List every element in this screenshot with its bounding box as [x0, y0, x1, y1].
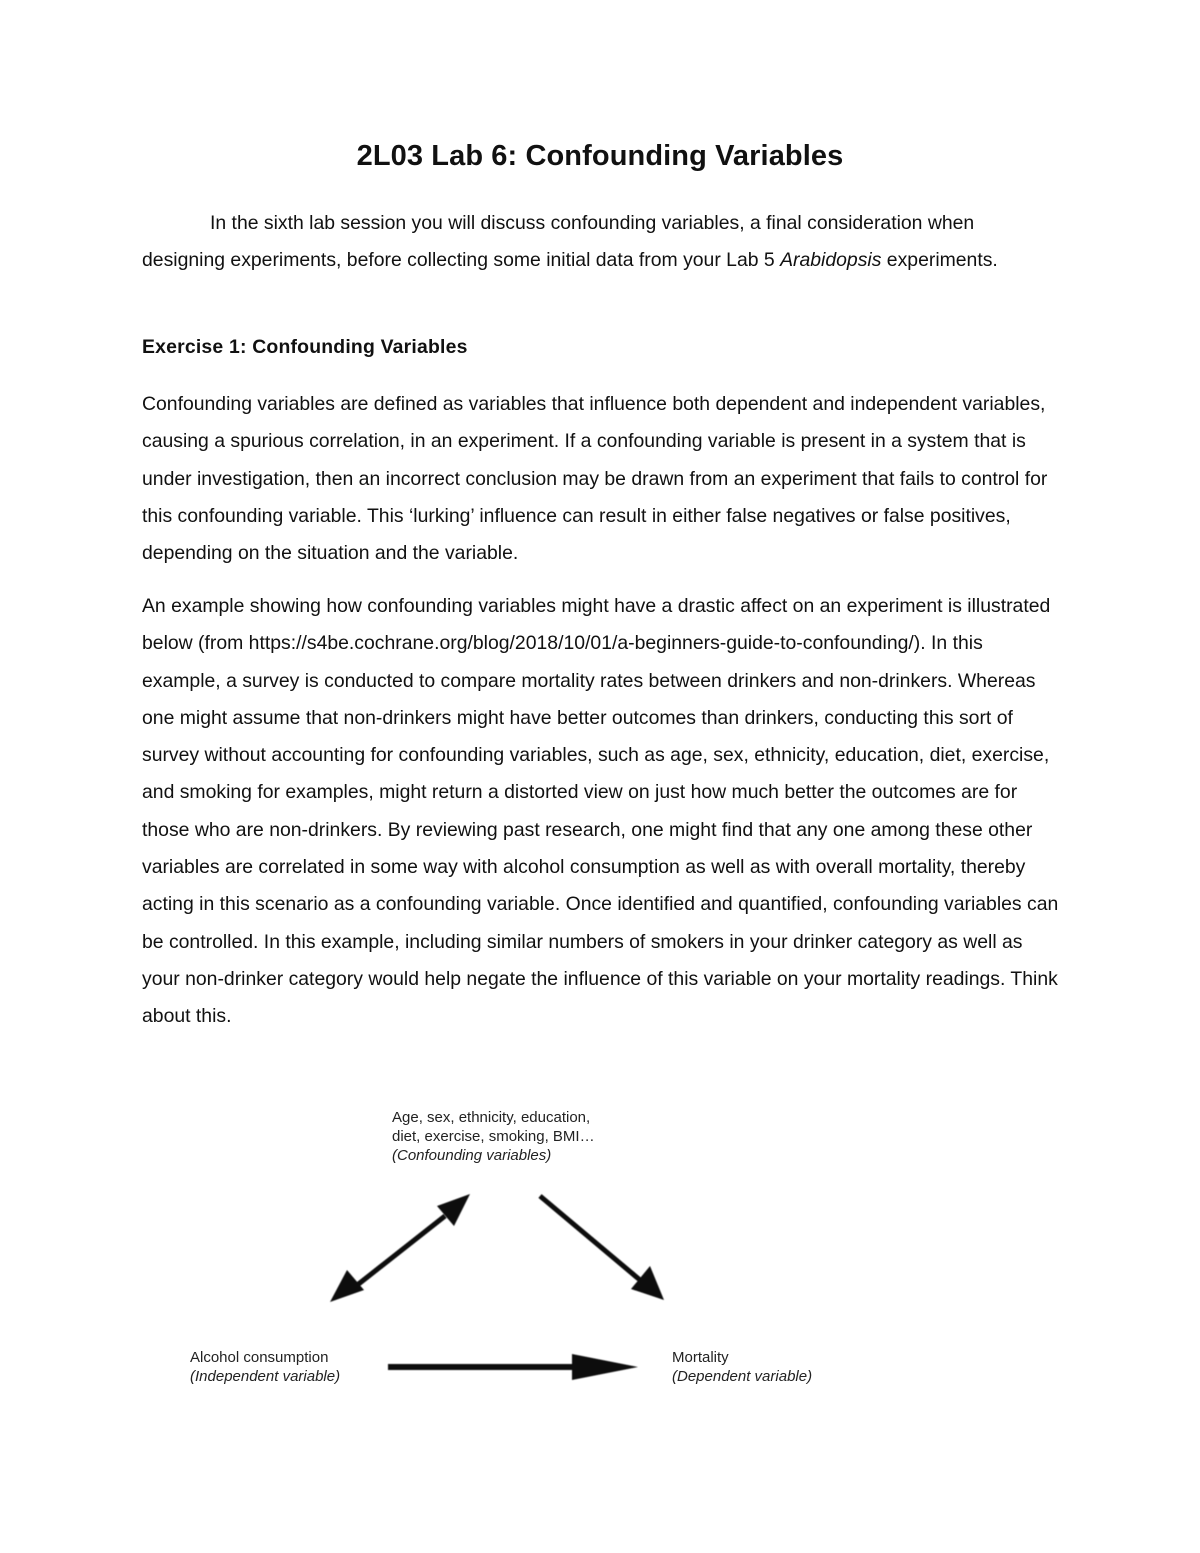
confounders-label — [392, 1108, 595, 1165]
independent-variable-label — [190, 1348, 340, 1386]
page-title: 2L03 Lab 6: Confounding Variables — [356, 140, 844, 172]
alcohol-mortality-arrow — [388, 1354, 638, 1380]
exercise-heading: Exercise 1: Confounding Variables — [142, 336, 468, 358]
intro-italic-term: Arabidopsis — [780, 249, 882, 272]
dependent-role: (Dependent variable) — [672, 1368, 813, 1385]
intro-text: In the sixth lab session you will discuss confounding variables, a final consideration when designing experiments, before collecting some initial data from your Lab 5 — [142, 212, 975, 272]
confounder-mortality-arrow — [540, 1196, 664, 1300]
diagram-arrows — [0, 1090, 1200, 1410]
dependent-variable-label — [672, 1348, 812, 1386]
independent-name: Alcohol consumption — [190, 1349, 329, 1366]
confounder-alcohol-double-arrow — [330, 1194, 470, 1302]
dependent-name: Mortality — [672, 1349, 729, 1366]
confounders-line-1: Age, sex, ethnicity, education, — [392, 1109, 591, 1126]
intro-text-end: experiments. — [881, 249, 998, 272]
intro-paragraph — [142, 205, 1062, 280]
confounding-diagram — [0, 1090, 1200, 1410]
confounders-role: (Confounding variables) — [392, 1147, 552, 1164]
example-paragraph: An example showing how confounding variables might have a drastic affect on an experiment is illustrated below (from https://s4be.cochrane.org/blog/2018/10/01/a-beginners-guide-to-confounding/). In this example, a survey is conducted to compare mortality rates between drinkers and non-drinkers. Whereas one might assume that non-drinkers might have better outcomes than drinkers, conducting this sort of survey without accounting for confounding variables, such as age, sex, ethnicity, education, diet, exercise, and smoking for examples, might return a distorted view on just how much better the outcomes are for those who are non-drinkers. By reviewing past research, one might find that any one among these other variables are correlated in some way with alcohol consumption as well as with overall mortality, thereby acting in this scenario as a confounding variable. Once identified and quantified, confounding variables can be controlled. In this example, including similar numbers of smokers in your drinker category as well as your non-drinker category would help negate the influence of this variable on your mortality readings. Think about this. — [142, 595, 1059, 1028]
definition-paragraph: Confounding variables are defined as variables that influence both dependent and independent variables, causing a spurious correlation, in an experiment. If a confounding variable is present in a system that is under investigation, then an incorrect conclusion may be drawn from an experiment that fails to control for this confounding variable. This ‘lurking’ influence can result in either false negatives or false positives, depending on the situation and the variable. — [142, 393, 1048, 565]
confounders-line-2: diet, exercise, smoking, BMI… — [392, 1128, 595, 1145]
independent-role: (Independent variable) — [190, 1368, 341, 1385]
